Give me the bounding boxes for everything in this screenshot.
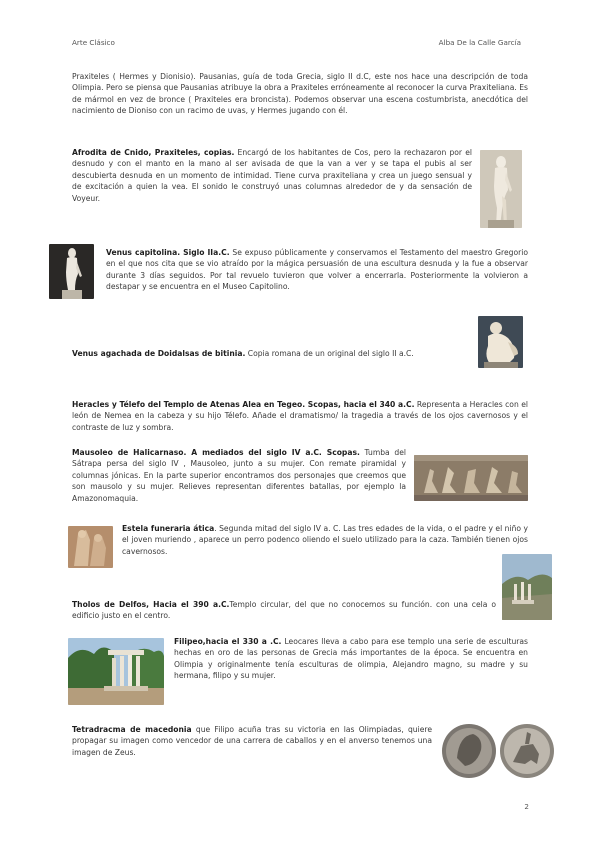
filipeo-paragraph — [174, 636, 528, 682]
filipeo-title: Filipeo,hacia el 330 a .C. — [174, 637, 282, 646]
venus-agachada-title: Venus agachada de Doidalsas de bitinia. — [72, 349, 246, 358]
tholos-paragraph — [72, 599, 496, 622]
estela-text: . Segunda mitad del siglo IV a. C. Las tres edades de la vida, o el padre y el niño y el joven muriendo , aparece un perro podenco oliendo el suelo utilizado para la caza. También tienen ojos cavernosos. — [122, 524, 529, 556]
estela-title: Estela funeraria ática — [122, 524, 215, 533]
tetradracma-title: Tetradracma de macedonia — [72, 725, 192, 734]
venus-capitolina-paragraph — [106, 247, 528, 293]
tetradracma-text: que Filipo acuña tras su victoria en las Olimpiadas, quiere propagar su imagen como vencedor de una carrera de caballos y en el anverso tenemos una imagen de Zeus. — [72, 725, 433, 757]
intro-text: Praxiteles ( Hermes y Dionisio). Pausanias, guía de toda Grecia, siglo II d.C, este nos hace una descripción de toda Olimpia. Pero se piensa que Pausanias atribuye la obra a Praxiteles erróneamente al reconocer la curva Praxiteliana. Es de mármol en vez de bronce ( Praxiteles era broncista). Podemos observar una escena costumbrista, anecdótica del nacimiento de Dioniso con un racimo de uvas, y Hermes jugando con él. — [72, 72, 528, 116]
venus-capitolina-text: Se expuso públicamente y conservamos el Testamento del maestro Gregorio en el que nos cita que se vio atraído por la mágica persuasión de una escultura desnuda y la fue a observar durante 3 días seguidos. Por tal revuelo tuvieron que volver a encerrarla. Posteriormente la volvieron a destapar y se encuentra en el Museo Capitolino. — [106, 248, 528, 292]
intro-paragraph — [72, 71, 528, 117]
heracles-paragraph — [72, 399, 528, 433]
filipeo-text: Leocares lleva a cabo para ese templo una serie de esculturas hechas en oro de las personas de Grecia más importantes de la época. Se encuentra en Olimpia y originalmente tenía esculturas de olimpia, Alejandro magno, su madre y su hermana, filipo y su mujer. — [174, 637, 529, 681]
header-author: Alba De la Calle García — [438, 38, 521, 47]
mausoleo-relief-image — [414, 455, 528, 501]
tholos-delfos-image — [502, 554, 552, 620]
header-course-title: Arte Clásico — [72, 38, 115, 47]
venus-agachada-text: Copia romana de un original del siglo II a.C. — [245, 349, 414, 358]
venus-agachada-paragraph — [72, 348, 472, 359]
tholos-text: Templo circular, del que no conocemos su función. con una cela o edificio justo en el centro. — [72, 600, 496, 621]
afrodita-text: Encargó de los habitantes de Cos, pero la rechazaron por el desnudo y con el manto en la mano al ser avisada de que la van a ver y se tapa el pubis al ser descubierta desnuda en un momento de intimidad. Tiene curva praxiteliana y crea un juego sensual y de excitación a quien la vea. El sonido le construyó unas columnas alrededor de y da sensación de Voyeur. — [72, 148, 472, 203]
tetradracma-coins-image — [441, 720, 556, 782]
afrodita-title: Afrodita de Cnido, Praxiteles, copias. — [72, 148, 235, 157]
mausoleo-paragraph — [72, 447, 406, 504]
mausoleo-title: Mausoleo de Halicarnaso. A mediados del siglo IV a.C. Scopas. — [72, 448, 360, 457]
venus-agachada-image — [478, 316, 523, 368]
heracles-title: Heracles y Télefo del Templo de Atenas Alea en Tegeo. Scopas, hacia el 340 a.C. — [72, 400, 415, 409]
afrodita-paragraph — [72, 147, 472, 204]
heracles-text: Representa a Heracles con el león de Nemea en la cabeza y su hijo Télefo. Añade el dramatismo/ la tragedia a través de los ojos cavernosos y el contraste de luz y sombra. — [72, 400, 528, 432]
afrodita-statue-image — [480, 150, 522, 228]
filipeo-image — [68, 638, 164, 705]
venus-capitolina-image — [49, 244, 94, 299]
mausoleo-text: Tumba del Sátrapa persa del siglo IV , Mausoleo, junto a su mujer. Con remate piramidal y columnas jónicas. En la parte superior encontramos dos personajes que creemos que son mausolo y su mujer. Relieves representan diferentes batallas, por ejemplo la Amazonomaquia. — [72, 448, 406, 503]
page-number: 2 — [524, 802, 529, 811]
venus-capitolina-title: Venus capitolina. Siglo IIa.C. — [106, 248, 230, 257]
estela-funeraria-image — [68, 526, 113, 568]
estela-paragraph — [122, 523, 528, 557]
tholos-title: Tholos de Delfos, Hacia el 390 a.C. — [72, 600, 230, 609]
tetradracma-paragraph — [72, 724, 432, 758]
